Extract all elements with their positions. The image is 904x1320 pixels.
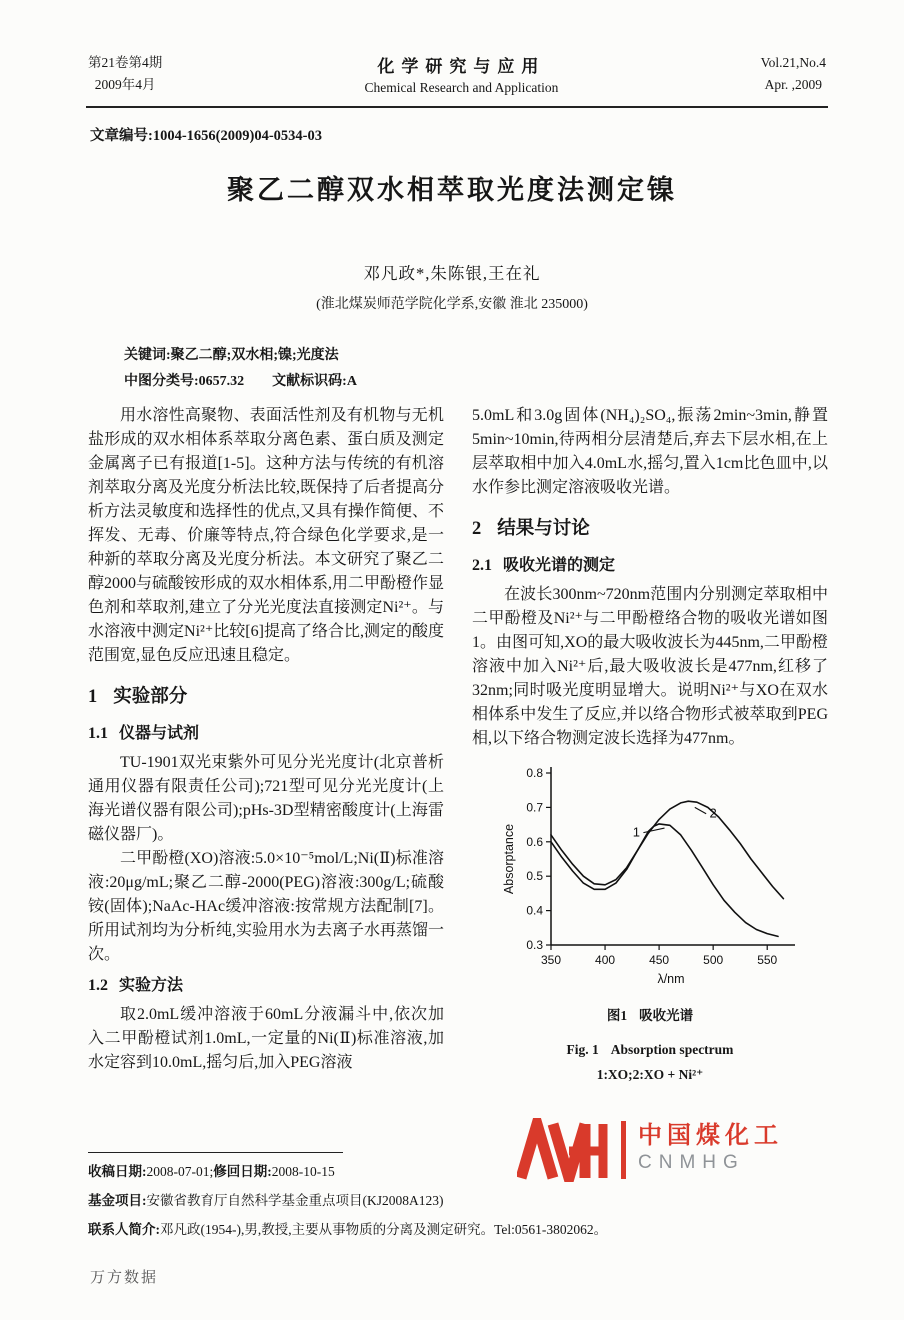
classification-line [124,370,357,390]
volume-issue-en: Vol.21,No.4 [760,55,826,70]
doc-code-value: A [346,374,357,389]
affiliation: (淮北煤炭师范学院化学系,安徽 淮北 235000) [316,297,588,312]
svg-text:0.5: 0.5 [526,869,543,884]
method-continuation-paragraph: 5.0mL和3.0g固体(NH₄)₂SO₄,振荡2min~3min,静置5min~10min,待两相分层清楚后,弃去下层水相,在上层萃取相中加入4.0mL水,摇匀,置入1cm比色皿中,以水作参比测定溶液吸收光谱。 [472,407,828,496]
absorption-chart [499,761,801,995]
wanfang-watermark: 万方数据 [90,1270,159,1286]
section-1-title: 实验部分 [113,687,188,707]
journal-issue-cn [88,52,162,95]
date-cn: 2009年4月 [94,76,156,92]
svg-text:λ/nm: λ/nm [657,972,685,986]
clc-value: 0657.32 [198,374,245,389]
contact-label: 联系人简介: [88,1222,160,1237]
date-en: Apr. ,2009 [764,76,822,92]
figure-caption-cn [472,1003,828,1029]
journal-header [88,52,826,96]
svg-text:0.7: 0.7 [526,800,543,815]
figure-legend-note: 1:XO;2:XO + Ni²⁺ [596,1067,704,1083]
received-line [88,1157,828,1186]
clc-label: 中图分类号: [124,374,199,389]
contact-line [88,1215,828,1244]
section-1-2-number: 1.2 [88,977,108,994]
svg-text:450: 450 [649,953,670,967]
keywords-line [124,344,339,364]
footnote-block [88,1152,828,1244]
svg-text:550: 550 [757,953,778,967]
received-label: 收稿日期: [88,1164,147,1179]
header-rule [86,106,828,108]
keywords-label: 关键词: [124,348,171,363]
left-column [88,404,444,1182]
logo-text-en: CNMHG [638,1152,745,1174]
section-1-1-number: 1.1 [88,725,108,742]
section-2-title: 结果与讨论 [497,519,590,539]
method-paragraph: 取2.0mL缓冲溶液于60mL分液漏斗中,依次加入二甲酚橙试剂1.0mL,一定量的Ni(Ⅱ)标准溶液,加水定容到10.0mL,摇匀后,加入PEG溶液 [88,1006,444,1071]
contact-text: 邓凡政(1954-),男,教授,主要从事物质的分离及测定研究。Tel:0561-3802062。 [160,1222,608,1237]
fund-line [88,1186,828,1215]
section-1-number: 1 [88,687,98,707]
figure-caption-en-text: Absorption spectrum [610,1041,734,1057]
svg-text:1: 1 [632,824,641,840]
journal-name-cn: 化学研究与应用 [377,57,546,76]
revised-date: 2008-10-15 [271,1164,335,1179]
svg-text:0.4: 0.4 [526,903,543,918]
svg-text:0.8: 0.8 [526,766,543,780]
keywords-value: 聚乙二醇;双水相;镍;光度法 [170,348,339,363]
doc-code-label: 文献标识码: [272,374,347,389]
article-number: 文章编号:1004-1656(2009)04-0534-03 [90,128,322,144]
section-1-2-heading [88,974,444,998]
svg-text:400: 400 [595,953,616,967]
intro-paragraph: 用水溶性高聚物、表面活性剂及有机物与无机盐形成的双水相体系萃取分离色素、蛋白质及测定金属离子已有报道[1-5]。这种方法与传统的有机溶剂萃取分离及光度分析法比较,既保持了后者提高分析方法灵敏度和选择性的优点,又具有操作简便、不挥发、无毒、价廉等特点,符合绿色化学要求,是一种新的萃取分离及光度分析法。本文研究了聚乙二醇2000与硫酸铵形成的双水相体系,用二甲酚橙作显色剂和萃取剂,建立了分光光度法直接测定Ni²⁺。与水溶液中测定Ni²⁺比较[6]提高了络合比,测定的酸度范围宽,显色反应迅速且稳定。 [88,407,445,664]
svg-text:Absorptance: Absorptance [502,823,516,895]
fund-text: 安徽省教育厅自然科学基金重点项目(KJ2008A123) [146,1193,444,1208]
journal-name-en: Chemical Research and Application [364,80,559,95]
revised-label: 修回日期: [213,1164,272,1179]
two-column-body [88,404,828,1182]
fund-label: 基金项目: [88,1193,147,1208]
figure-caption-en-label: Fig. 1 [566,1041,599,1057]
footnote-rule [88,1152,343,1153]
section-1-1-title: 仪器与试剂 [119,725,200,742]
svg-text:500: 500 [703,953,724,967]
section-1-2-title: 实验方法 [119,977,184,994]
section-1-1-heading [88,722,444,746]
logo-text-cn: 中国煤化工 [638,1122,783,1150]
svg-text:0.6: 0.6 [526,834,543,849]
spectrum-paragraph: 在波长300nm~720nm范围内分别测定萃取相中二甲酚橙及Ni²⁺与二甲酚橙络合物的吸收光谱如图1。由图可知,XO的最大吸收波长为445nm,二甲酚橙溶液中加入Ni²⁺后,最大吸收波长是477nm,红移了32nm;同时吸光度明显增大。说明Ni²⁺与XO在双水相体系中发生了反应,并以络合物形式被萃取到PEG相,以下络合物测定波长选择为477nm。 [472,586,828,747]
volume-issue-cn: 第21卷第4期 [88,55,163,70]
figure-caption-cn-text: 吸收光谱 [639,1008,694,1023]
journal-name [365,52,559,96]
svg-text:0.3: 0.3 [526,938,543,952]
page-title: 聚乙二醇双水相萃取光度法测定镍 [227,175,677,205]
svg-text:2: 2 [709,805,717,821]
section-2-1-number: 2.1 [472,557,492,574]
received-date: 2008-07-01; [146,1164,214,1179]
journal-issue-en [761,52,826,95]
right-column [472,404,828,1182]
section-2-heading [472,517,828,541]
reagents-paragraph: 二甲酚橙(XO)溶液:5.0×10⁻⁵mol/L;Ni(Ⅱ)标准溶液:20μg/mL;聚乙二醇-2000(PEG)溶液:300g/L;硫酸铵(固体);NaAc-HAc缓冲溶液:按常规方法配制[7]。所用试剂均为分析纯,实验用水为去离子水再蒸馏一次。 [88,850,445,963]
section-2-1-title: 吸收光谱的测定 [503,557,616,574]
section-1-heading [88,685,444,709]
figure-caption-cn-label: 图1 [606,1008,628,1023]
figure-1 [472,761,828,995]
section-2-number: 2 [472,519,482,539]
figure-caption-en [472,1037,828,1063]
instruments-paragraph: TU-1901双光束紫外可见分光光度计(北京普析通用仪器有限责任公司);721型可见分光光度计(上海光谱仪器有限公司);pHs-3D型精密酸度计(上海雷磁仪器厂)。 [88,754,444,843]
svg-text:350: 350 [540,953,562,967]
section-2-1-heading [472,554,828,578]
authors: 邓凡政*,朱陈银,王在礼 [363,264,541,283]
